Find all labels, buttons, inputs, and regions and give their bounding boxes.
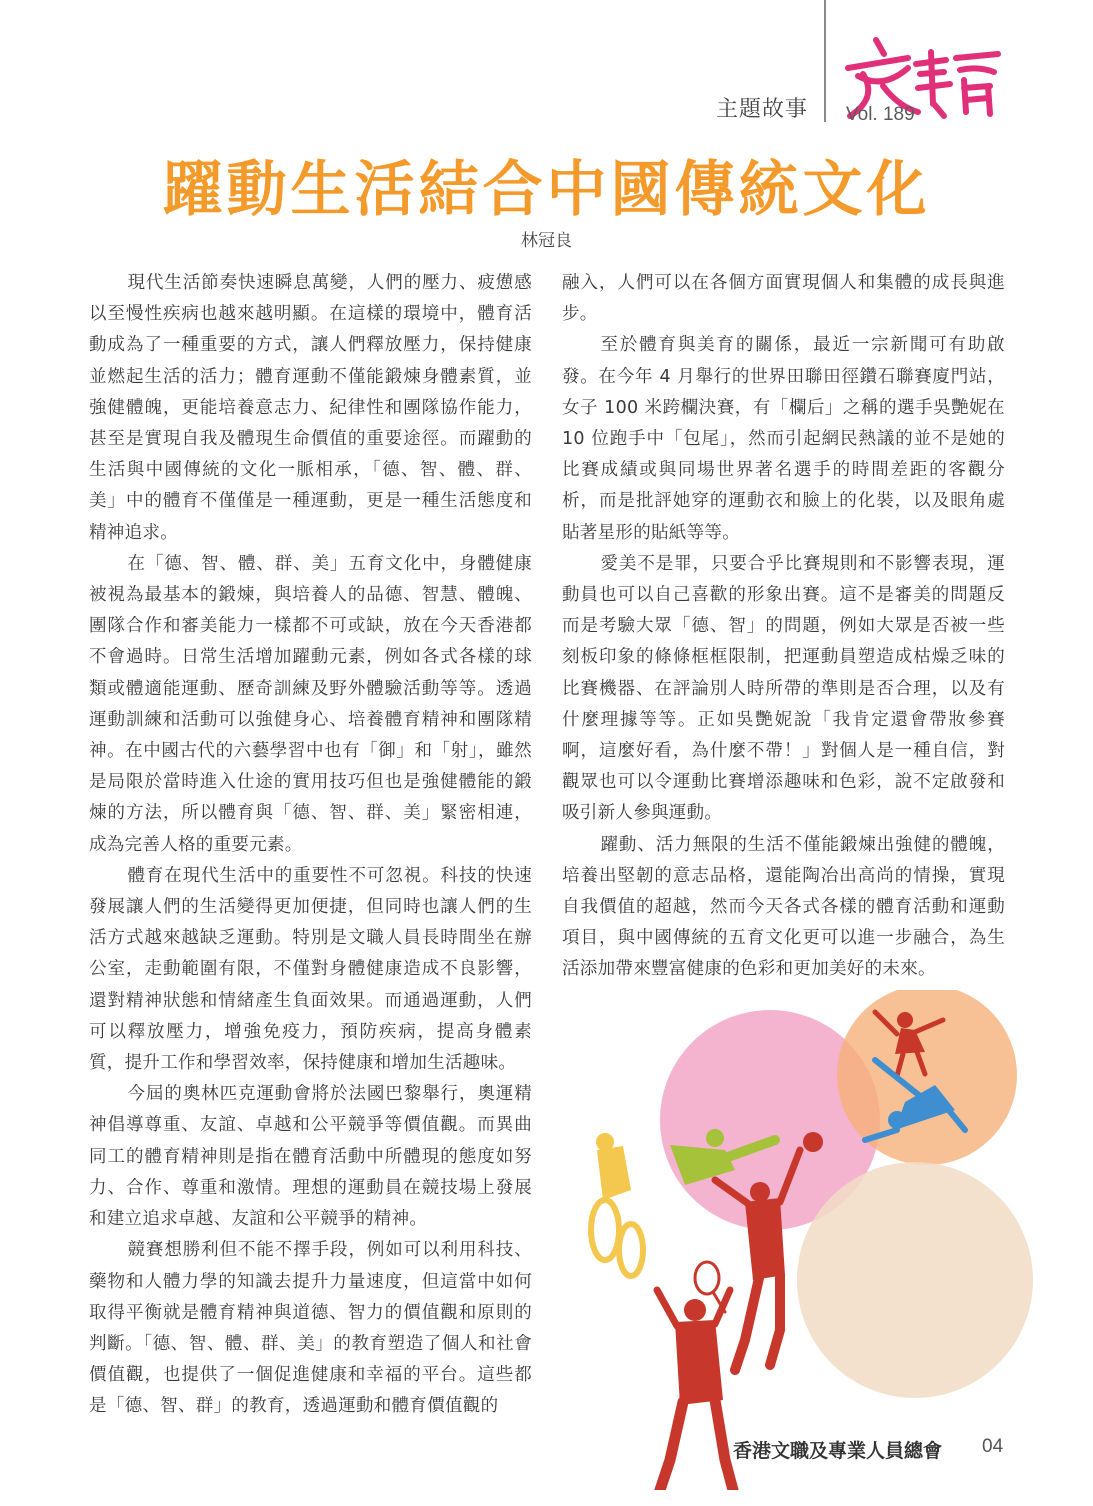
paragraph: 躍動、活力無限的生活不僅能鍛煉出強健的體魄，培養出堅韌的意志品格，還能陶冶出高尚的情操，實現自我價值的超越，然而今天各式各樣的體育活動和運動項目，與中國傳統的五育文化更可以進一步融合，為生活添加帶來豐富健康的色彩和更加美好的未來。	[562, 834, 1005, 980]
paragraph: 現代生活節奏快速瞬息萬變，人們的壓力、疲憊感以至慢性疾病也越來越明顯。在這樣的環境中，體育活動成為了一種重要的方式，讓人們釋放壓力，保持健康並燃起生活的活力；體育運動不僅能鍛煉身體素質，並強健體魄，更能培養意志力、紀律性和團隊協作能力，甚至是實現自我及體現生命價值的重要途徑。而躍動的生活與中國傳統的文化一脈相承，「德、智、體、群、美」中的體育不僅僅是一種運動，更是一種生活態度和精神追求。	[89, 273, 532, 543]
paragraph: 競賽想勝利但不能不擇手段，例如可以利用科技、藥物和人體力學的知識去提升力量速度，但這當中如何取得平衡就是體育精神與道德、智力的價值觀和原則的判斷。「德、智、體、群、美」的教育塑造了個人和社會價值觀，也提供了一個促進健康和幸福的平台。這些都是「德、智、群」的教育，透過運動和體育價值觀的	[89, 1240, 532, 1417]
cyclist-figure	[591, 1133, 643, 1276]
footer-organization: 香港文職及專業人員總會	[733, 1440, 943, 1462]
page-number: 04	[982, 1436, 1004, 1457]
article-author: 林冠良	[521, 231, 572, 251]
tennis-player-figure	[657, 1262, 733, 1490]
beige-circle	[797, 1162, 1033, 1398]
paragraph: 愛美不是罪，只要合乎比賽規則和不影響表現，運動員也可以自己喜歡的形象出賽。這不是審美的問題反而是考驗大眾「德、智」的問題，例如大眾是否被一些刻板印象的條條框框限制，把運動員塑造成枯燥乏味的比賽機器、在評論別人時所帶的準則是否合理，以及有什麼理據等等。正如吳艷妮說「我肯定還會帶妝參賽啊，這麼好看，為什麼不帶！」對個人是一種自信，對觀眾也可以令運動比賽增添趣味和色彩，說不定啟發和吸引新人參與運動。	[562, 553, 1005, 824]
masthead-text: 文專薈	[838, 28, 841, 29]
article-title: 躍動生活結合中國傳統文化	[162, 155, 931, 225]
paragraph: 今屆的奧林匹克運動會將於法國巴黎舉行，奧運精神倡導尊重、友誼、卓越和公平競爭等價值觀。而異曲同工的體育精神則是指在體育活動中所體現的態度如努力、合作、尊重和激情。理想的運動員在競技場上發展和建立追求卓越、友誼和公平競爭的精神。	[89, 1084, 532, 1230]
paragraph: 至於體育與美育的關係，最近一宗新聞可有助啟發。在今年 4 月舉行的世界田聯田徑鑽石聯賽廈門站，女子 100 米跨欄決賽，有「欄后」之稱的選手吳艷妮在 10 位跑手中「包尾」，然而引起網民熱議的並不是她的比賽成績或與同場世界著名選手的時間差距的客觀分析，而是批評她穿的運動衣和臉上的化裝，以及眼角處貼著星形的貼紙等等。	[562, 335, 1005, 543]
left-column	[89, 268, 532, 1423]
header-divider	[824, 0, 826, 122]
sports-illustration	[575, 990, 1045, 1490]
section-label: 主題故事	[716, 97, 809, 122]
paragraph-continued: 融入，人們可以在各個方面實現個人和集體的成長與進步。	[562, 273, 1005, 325]
right-column	[562, 268, 1005, 986]
tennis-racket-icon	[695, 1262, 719, 1294]
paragraph: 體育在現代生活中的重要性不可忽視。科技的快速發展讓人們的生活變得更加便捷，但同時也讓人們的生活方式越來越缺乏運動。特別是文職人員長時間坐在辦公室，走動範圍有限，不僅對身體健康造成不良影響，還對精神狀態和情緒產生負面效果。而通過運動，人們可以釋放壓力，增強免疫力，預防疾病，提高身體素質，提升工作和學習效率，保持健康和增加生活趣味。	[89, 865, 532, 1074]
paragraph: 在「德、智、體、群、美」五育文化中，身體健康被視為最基本的鍛煉，與培養人的品德、智慧、體魄、團隊合作和審美能力一樣都不可或缺，放在今天香港都不會過時。日常生活增加躍動元素，例如各式各樣的球類或體適能運動、歷奇訓練及野外體驗活動等等。透過運動訓練和活動可以強健身心、培養體育精神和團隊精神。在中國古代的六藝學習中也有「御」和「射」，雖然是局限於當時進入仕途的實用技巧但也是強健體能的鍛煉的方法，所以體育與「德、智、群、美」緊密相連，成為完善人格的重要元素。	[89, 553, 532, 855]
volume-label: Vol. 189	[846, 104, 915, 125]
ball-icon	[803, 1132, 823, 1152]
